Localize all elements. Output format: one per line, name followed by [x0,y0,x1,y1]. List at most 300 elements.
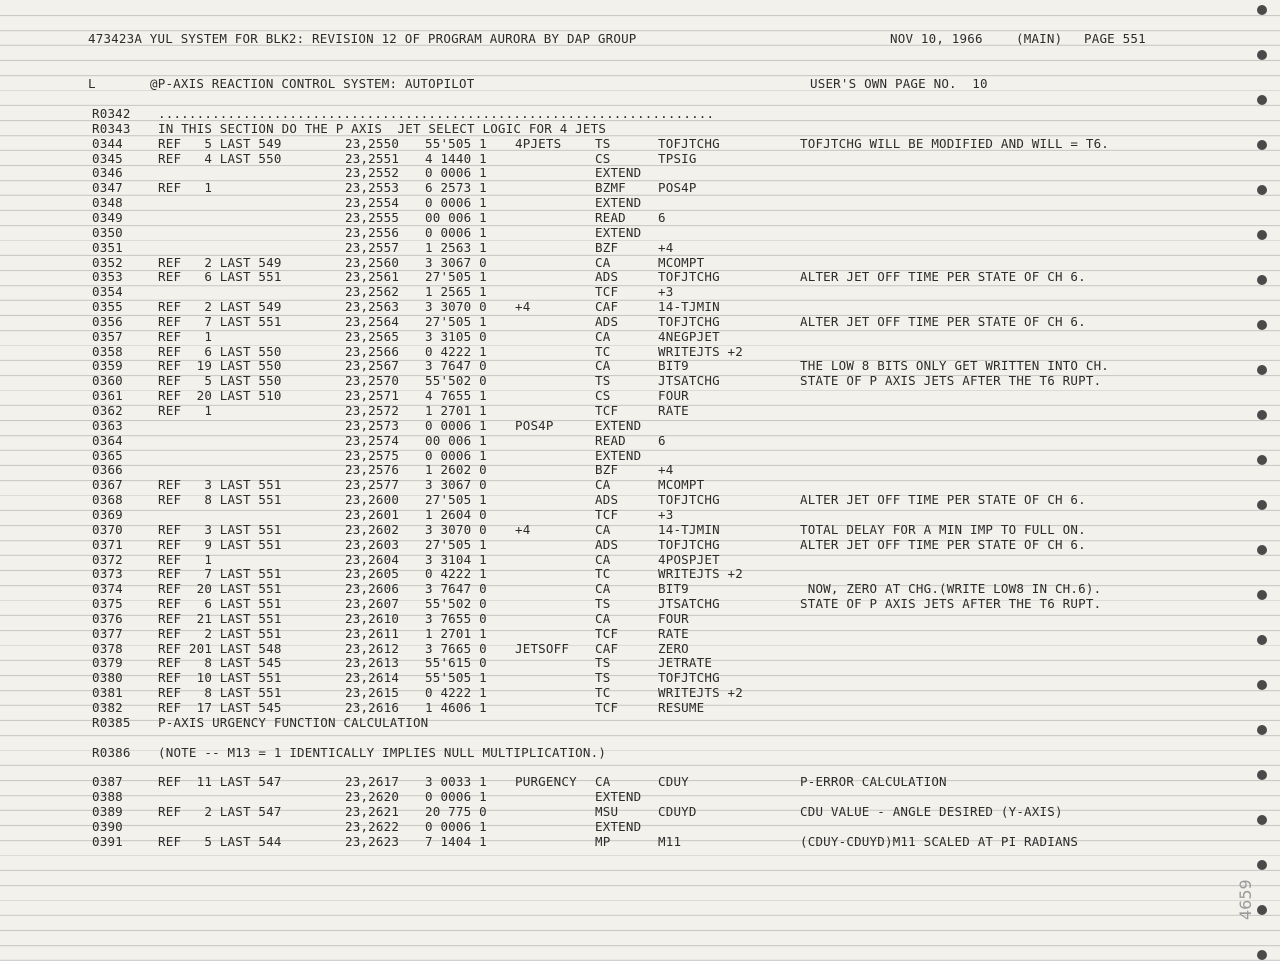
line-seq: 0355 [92,299,123,315]
line-address: JTSATCHG [658,373,720,389]
line-location: 23,2552 [345,165,400,181]
line-opcode: EXTEND [595,195,642,211]
line-code: 0 0006 1 [425,224,487,240]
line-address: BIT9 [658,358,689,374]
line-opcode: TS [595,373,611,389]
line-code: 0 0006 1 [425,417,487,433]
users-page-number: USER'S OWN PAGE NO. 10 [810,76,988,91]
line-location: 23,2617 [345,774,400,790]
feed-hole [1257,500,1267,510]
line-ref: REF 6 LAST 551 [158,596,282,612]
line-address: POS4P [658,180,697,196]
line-address: TOFJTCHG [658,313,720,329]
line-opcode: CA [595,774,611,790]
line-opcode: TCF [595,625,619,641]
line-location: 23,2607 [345,596,400,612]
line-code: 20 775 0 [425,803,487,819]
line-code: 1 2602 0 [425,462,487,478]
line-code: 0 0006 1 [425,789,487,805]
line-location: 23,2574 [345,432,400,448]
line-ref: REF 2 LAST 549 [158,254,282,270]
line-code: 55'502 0 [425,596,487,612]
line-location: 23,2562 [345,284,400,300]
section-subheader [0,76,988,91]
header-main: (MAIN) [1016,31,1063,46]
line-address: MCOMPT [658,254,705,270]
line-seq: 0351 [92,239,123,255]
line-code: 1 4606 1 [425,700,487,715]
line-code: 55'505 1 [425,670,487,686]
line-address: RESUME [658,700,705,715]
line-seq: 0344 [92,135,123,151]
line-code: 0 0006 1 [425,165,487,181]
line-seq: 0360 [92,373,123,389]
line-address: M11 [658,833,682,849]
line-address: TOFJTCHG [658,670,720,686]
line-address: FOUR [658,388,689,404]
line-comment: TOFJTCHG WILL BE MODIFIED AND WILL = T6. [800,135,1110,151]
line-opcode: CA [595,521,611,537]
line-seq: 0374 [92,581,123,597]
line-seq: R0342 [92,106,131,121]
feed-hole [1257,815,1267,825]
feed-hole [1257,5,1267,15]
line-code: 55'502 0 [425,373,487,389]
line-seq: 0362 [92,403,123,418]
line-label: 4PJETS [515,135,562,151]
line-opcode: TCF [595,403,619,418]
line-location: 23,2557 [345,239,400,255]
line-address: RATE [658,403,689,418]
line-comment: ALTER JET OFF TIME PER STATE OF CH 6. [800,492,1086,508]
line-opcode: CA [595,551,611,567]
line-seq: 0367 [92,477,123,493]
line-opcode: CS [595,388,611,404]
line-code: 3 3067 0 [425,254,487,270]
line-ref: REF 3 LAST 551 [158,477,282,493]
line-seq: 0359 [92,358,123,374]
feed-hole [1257,770,1267,780]
line-text: ........................................................................ [158,106,715,121]
line-ref: REF 2 LAST 551 [158,625,282,641]
line-location: 23,2555 [345,209,400,225]
line-ref: REF 19 LAST 550 [158,358,282,374]
line-ref: REF 21 LAST 551 [158,610,282,626]
line-location: 23,2571 [345,388,400,404]
feed-hole [1257,635,1267,645]
line-location: 23,2615 [345,685,400,701]
line-code: 0 0006 1 [425,818,487,834]
line-text: P-AXIS URGENCY FUNCTION CALCULATION [158,714,429,730]
line-opcode: MP [595,833,611,849]
line-seq: 0375 [92,596,123,612]
line-seq: 0358 [92,343,123,359]
line-address: 4NEGPJET [658,328,720,344]
line-seq: 0389 [92,803,123,819]
line-ref: REF 5 LAST 550 [158,373,282,389]
line-location: 23,2610 [345,610,400,626]
feed-hole [1257,725,1267,735]
line-location: 23,2602 [345,521,400,537]
line-ref: REF 2 LAST 547 [158,803,282,819]
feed-hole [1257,950,1267,960]
line-ref: REF 8 LAST 551 [158,685,282,701]
line-ref: REF 10 LAST 551 [158,670,282,686]
line-seq: 0366 [92,462,123,478]
line-address: TOFJTCHG [658,492,720,508]
line-ref: REF 1 [158,403,213,418]
feed-hole [1257,140,1267,150]
line-ref: REF 17 LAST 545 [158,700,282,715]
line-ref: REF 6 LAST 550 [158,343,282,359]
line-address: +4 [658,239,674,255]
line-address: ZERO [658,640,689,656]
line-address: WRITEJTS +2 [658,566,743,582]
line-comment: CDU VALUE - ANGLE DESIRED (Y-AXIS) [800,803,1063,819]
line-opcode: ADS [595,269,619,285]
line-comment: ALTER JET OFF TIME PER STATE OF CH 6. [800,269,1086,285]
line-code: 7 1404 1 [425,833,487,849]
line-code: 1 2701 1 [425,403,487,418]
line-seq: 0346 [92,165,123,181]
line-seq: 0348 [92,195,123,211]
line-opcode: CAF [595,299,619,315]
line-location: 23,2576 [345,462,400,478]
line-seq: 0353 [92,269,123,285]
line-opcode: EXTEND [595,818,642,834]
line-ref: REF 11 LAST 547 [158,774,282,790]
subheader-marker: L [88,76,96,91]
line-code: 27'505 1 [425,492,487,508]
line-address: WRITEJTS +2 [658,343,743,359]
line-location: 23,2621 [345,803,400,819]
line-address: +3 [658,506,674,522]
line-opcode: TC [595,566,611,582]
line-code: 27'505 1 [425,269,487,285]
line-opcode: ADS [595,313,619,329]
line-ref: REF 2 LAST 549 [158,299,282,315]
line-address: +3 [658,284,674,300]
header-date: NOV 10, 1966 [890,31,983,46]
line-address: CDUY [658,774,689,790]
line-seq: 0350 [92,224,123,240]
line-code: 3 7655 0 [425,610,487,626]
line-seq: R0343 [92,120,131,136]
line-code: 27'505 1 [425,536,487,552]
line-address: 6 [658,209,666,225]
line-opcode: READ [595,432,626,448]
line-code: 1 2563 1 [425,239,487,255]
line-code: 3 3104 1 [425,551,487,567]
line-opcode: TCF [595,506,619,522]
line-seq: 0354 [92,284,123,300]
line-opcode: CA [595,581,611,597]
feed-hole [1257,50,1267,60]
line-code: 00 006 1 [425,209,487,225]
line-seq: 0364 [92,432,123,448]
line-ref: REF 7 LAST 551 [158,566,282,582]
header-page-number: PAGE 551 [1084,31,1146,46]
line-address: 14-TJMIN [658,299,720,315]
line-seq: 0352 [92,254,123,270]
line-address: FOUR [658,610,689,626]
line-location: 23,2572 [345,403,400,418]
subheader-title: @P-AXIS REACTION CONTROL SYSTEM: AUTOPILOT [150,76,475,91]
line-location: 23,2570 [345,373,400,389]
line-comment: STATE OF P AXIS JETS AFTER THE T6 RUPT. [800,373,1102,389]
line-address: CDUYD [658,803,697,819]
page-header [0,31,1146,46]
line-code: 4 7655 1 [425,388,487,404]
line-label: JETSOFF [515,640,570,656]
line-seq: 0365 [92,447,123,463]
line-address: MCOMPT [658,477,705,493]
line-code: 55'615 0 [425,655,487,671]
line-address: WRITEJTS +2 [658,685,743,701]
line-location: 23,2554 [345,195,400,211]
line-opcode: TCF [595,284,619,300]
line-code: 3 7647 0 [425,581,487,597]
feed-hole [1257,455,1267,465]
line-seq: 0345 [92,150,123,166]
feed-hole [1257,320,1267,330]
line-seq: 0382 [92,700,123,715]
line-location: 23,2560 [345,254,400,270]
line-address: JETRATE [658,655,713,671]
line-label: PURGENCY [515,774,577,790]
line-location: 23,2612 [345,640,400,656]
line-code: 1 2565 1 [425,284,487,300]
line-ref: REF 1 [158,551,213,567]
line-ref: REF 1 [158,180,213,196]
line-opcode: TC [595,343,611,359]
line-comment: P-ERROR CALCULATION [800,774,947,790]
feed-hole [1257,545,1267,555]
line-opcode: ADS [595,492,619,508]
line-ref: REF 4 LAST 550 [158,150,282,166]
line-location: 23,2603 [345,536,400,552]
line-opcode: CA [595,610,611,626]
line-code: 4 1440 1 [425,150,487,166]
line-address: BIT9 [658,581,689,597]
line-seq: 0349 [92,209,123,225]
line-ref: REF 5 LAST 544 [158,833,282,849]
line-opcode: BZF [595,239,619,255]
line-location: 23,2561 [345,269,400,285]
line-address: 6 [658,432,666,448]
line-opcode: EXTEND [595,224,642,240]
line-location: 23,2556 [345,224,400,240]
line-address: TOFJTCHG [658,135,720,151]
line-seq: 0379 [92,655,123,671]
line-seq: 0387 [92,774,123,790]
line-opcode: EXTEND [595,417,642,433]
line-seq: 0361 [92,388,123,404]
line-seq: 0369 [92,506,123,522]
line-opcode: ADS [595,536,619,552]
line-code: 3 3070 0 [425,521,487,537]
line-address: RATE [658,625,689,641]
line-seq: 0388 [92,789,123,805]
line-location: 23,2604 [345,551,400,567]
line-opcode: TC [595,685,611,701]
line-ref: REF 20 LAST 510 [158,388,282,404]
line-opcode: CA [595,477,611,493]
feed-hole [1257,275,1267,285]
line-ref: REF 8 LAST 545 [158,655,282,671]
line-location: 23,2564 [345,313,400,329]
line-ref: REF 20 LAST 551 [158,581,282,597]
line-ref: REF 3 LAST 551 [158,521,282,537]
line-opcode: CA [595,358,611,374]
feed-hole [1257,410,1267,420]
line-location: 23,2563 [345,299,400,315]
line-code: 3 3070 0 [425,299,487,315]
line-address: TOFJTCHG [658,269,720,285]
line-comment: STATE OF P AXIS JETS AFTER THE T6 RUPT. [800,596,1102,612]
line-code: 3 3105 0 [425,328,487,344]
line-address: 4POSPJET [658,551,720,567]
line-location: 23,2605 [345,566,400,582]
line-opcode: EXTEND [595,165,642,181]
line-code: 3 7665 0 [425,640,487,656]
line-location: 23,2623 [345,833,400,849]
line-opcode: CS [595,150,611,166]
line-address: TPSIG [658,150,697,166]
feed-hole [1257,590,1267,600]
line-code: 27'505 1 [425,313,487,329]
feed-hole [1257,905,1267,915]
line-opcode: TS [595,670,611,686]
line-code: 0 4222 1 [425,343,487,359]
line-address: 14-TJMIN [658,521,720,537]
line-comment: ALTER JET OFF TIME PER STATE OF CH 6. [800,536,1086,552]
line-opcode: TCF [595,700,619,715]
line-ref: REF 9 LAST 551 [158,536,282,552]
line-location: 23,2620 [345,789,400,805]
line-location: 23,2614 [345,670,400,686]
feed-hole [1257,95,1267,105]
line-address: TOFJTCHG [658,536,720,552]
line-seq: 0370 [92,521,123,537]
line-seq: R0385 [92,714,131,730]
feed-hole [1257,230,1267,240]
line-ref: REF 8 LAST 551 [158,492,282,508]
line-opcode: EXTEND [595,789,642,805]
line-seq: 0372 [92,551,123,567]
line-opcode: TS [595,596,611,612]
line-code: 0 4222 1 [425,566,487,582]
line-opcode: CA [595,328,611,344]
feed-hole [1257,185,1267,195]
line-seq: 0363 [92,417,123,433]
line-ref: REF 1 [158,328,213,344]
line-comment: ALTER JET OFF TIME PER STATE OF CH 6. [800,313,1086,329]
line-opcode: MSU [595,803,619,819]
line-seq: 0390 [92,818,123,834]
line-address: JTSATCHG [658,596,720,612]
line-code: 0 0006 1 [425,195,487,211]
line-location: 23,2573 [345,417,400,433]
line-location: 23,2566 [345,343,400,359]
line-seq: 0357 [92,328,123,344]
line-location: 23,2575 [345,447,400,463]
line-ref: REF 6 LAST 551 [158,269,282,285]
line-comment: THE LOW 8 BITS ONLY GET WRITTEN INTO CH. [800,358,1110,374]
line-code: 1 2701 1 [425,625,487,641]
line-location: 23,2577 [345,477,400,493]
line-ref: REF 5 LAST 549 [158,135,282,151]
line-seq: 0381 [92,685,123,701]
line-label: POS4P [515,417,554,433]
feed-hole [1257,860,1267,870]
line-seq: 0376 [92,610,123,626]
line-seq: 0373 [92,566,123,582]
line-seq: 0380 [92,670,123,686]
line-comment: (CDUY-CDUYD)M11 SCALED AT PI RADIANS [800,833,1079,849]
line-opcode: TS [595,135,611,151]
line-code: 3 3067 0 [425,477,487,493]
line-code: 1 2604 0 [425,506,487,522]
line-opcode: READ [595,209,626,225]
line-code: 0 0006 1 [425,447,487,463]
line-code: 0 4222 1 [425,685,487,701]
line-seq: 0377 [92,625,123,641]
line-location: 23,2616 [345,700,400,715]
line-text: IN THIS SECTION DO THE P AXIS JET SELECT LOGIC FOR 4 JETS [158,120,607,136]
line-opcode: EXTEND [595,447,642,463]
line-seq: 0391 [92,833,123,849]
line-label: +4 [515,521,531,537]
page-stamp: 4659 [1236,879,1255,920]
line-opcode: CAF [595,640,619,656]
line-location: 23,2551 [345,150,400,166]
line-location: 23,2565 [345,328,400,344]
line-opcode: TS [595,655,611,671]
line-code: 3 7647 0 [425,358,487,374]
line-location: 23,2622 [345,818,400,834]
line-location: 23,2550 [345,135,400,151]
line-ref: REF 201 LAST 548 [158,640,282,656]
line-location: 23,2567 [345,358,400,374]
line-ref: REF 7 LAST 551 [158,313,282,329]
line-seq: 0368 [92,492,123,508]
feed-hole [1257,365,1267,375]
feed-hole [1257,680,1267,690]
line-opcode: BZMF [595,180,626,196]
line-location: 23,2606 [345,581,400,597]
line-seq: 0378 [92,640,123,656]
line-code: 00 006 1 [425,432,487,448]
line-location: 23,2613 [345,655,400,671]
line-address: +4 [658,462,674,478]
line-seq: 0356 [92,313,123,329]
line-location: 23,2553 [345,180,400,196]
line-location: 23,2611 [345,625,400,641]
line-comment: TOTAL DELAY FOR A MIN IMP TO FULL ON. [800,521,1086,537]
line-seq: 0371 [92,536,123,552]
line-seq: R0386 [92,744,131,760]
line-seq: 0347 [92,180,123,196]
line-opcode: BZF [595,462,619,478]
line-code: 3 0033 1 [425,774,487,790]
line-location: 23,2601 [345,506,400,522]
line-location: 23,2600 [345,492,400,508]
line-code: 55'505 1 [425,135,487,151]
header-title: 473423A YUL SYSTEM FOR BLK2: REVISION 12 OF PROGRAM AURORA BY DAP GROUP [88,31,637,46]
line-label: +4 [515,299,531,315]
line-code: 6 2573 1 [425,180,487,196]
